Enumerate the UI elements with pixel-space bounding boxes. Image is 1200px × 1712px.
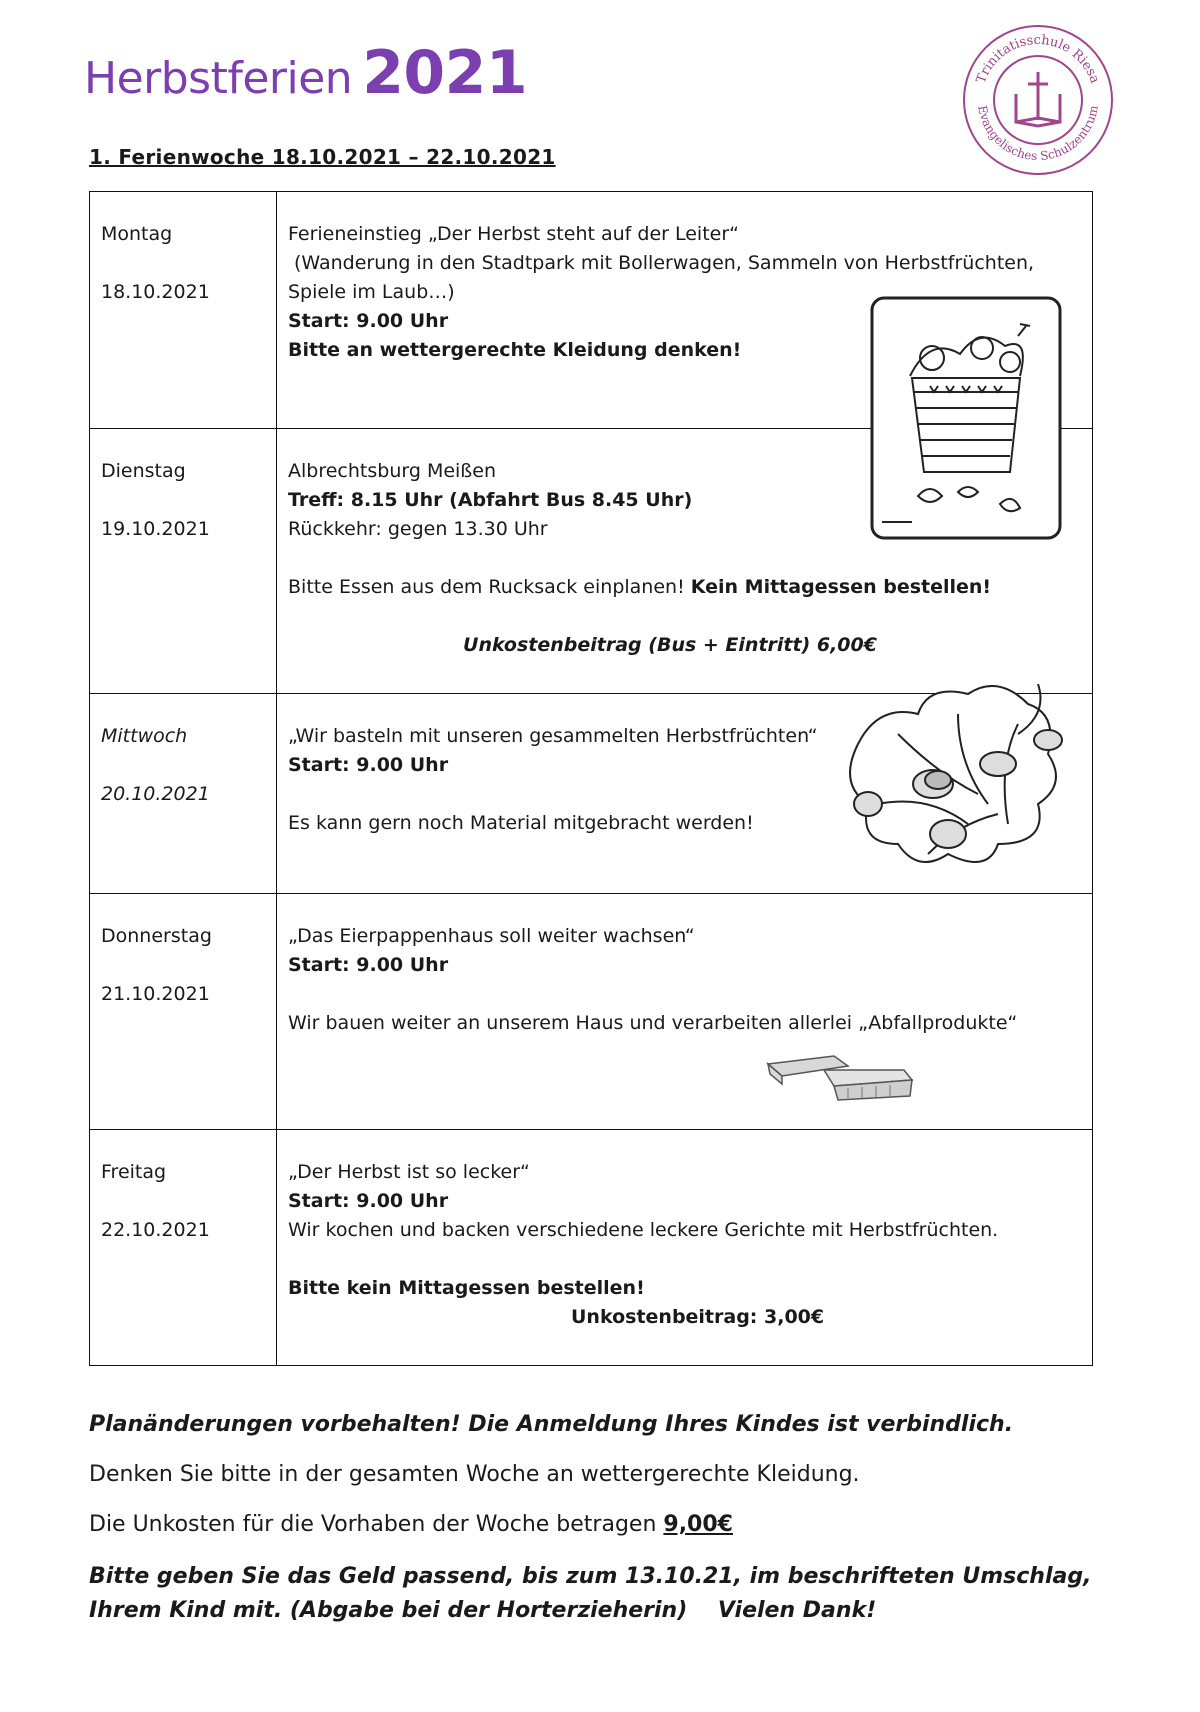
- basket-icon: [870, 296, 1062, 542]
- page-title: [84, 38, 527, 108]
- activity-meet: Treff: 8.15 Uhr (Abfahrt Bus 8.45 Uhr): [288, 489, 693, 511]
- table-row: [90, 1130, 1093, 1366]
- footer-cost-amount: 9,00€: [663, 1512, 733, 1537]
- activity-note: Bitte an wettergerechte Kleidung denken!: [288, 339, 742, 361]
- day-cell: [90, 192, 277, 429]
- activity-note: Wir bauen weiter an unserem Haus und verarbeiten allerlei „Abfallprodukte“: [288, 1012, 1018, 1034]
- egg-carton-icon: [764, 1050, 914, 1102]
- activity-text: Wir kochen und backen verschiedene leckere Gerichte mit Herbstfrüchten.: [288, 1219, 999, 1241]
- day-date: 18.10.2021: [101, 281, 210, 303]
- activity-text: Spiele im Laub…): [288, 281, 455, 303]
- note-bold: Kein Mittagessen bestellen!: [690, 576, 992, 598]
- title-word: Herbstferien: [84, 53, 353, 104]
- activity-note: [288, 573, 1092, 602]
- day-name: Mittwoch: [101, 725, 188, 747]
- footer-line-2: Denken Sie bitte in der gesamten Woche an wettergerechte Kleidung.: [89, 1462, 860, 1487]
- activity-title: Albrechtsburg Meißen: [288, 460, 496, 482]
- day-name: Freitag: [101, 1161, 167, 1183]
- day-name: Donnerstag: [101, 925, 212, 947]
- activity-return: Rückkehr: gegen 13.30 Uhr: [288, 518, 548, 540]
- activity-cost: Unkostenbeitrag (Bus + Eintritt) 6,00€: [463, 634, 877, 656]
- footer-line-4: Bitte geben Sie das Geld passend, bis zum 13.10.21, im beschrifteten Umschlag,: [89, 1564, 1092, 1589]
- title-year: 2021: [362, 38, 528, 108]
- day-cell: [90, 694, 277, 894]
- activity-start: Start: 9.00 Uhr: [288, 954, 449, 976]
- day-cell: [90, 429, 277, 694]
- activity-cell: [277, 894, 1093, 1130]
- activity-start: Start: 9.00 Uhr: [288, 310, 449, 332]
- day-date: 21.10.2021: [101, 983, 210, 1005]
- note-plain: Bitte Essen aus dem Rucksack einplanen!: [288, 576, 685, 598]
- activity-title: Ferieneinstieg „Der Herbst steht auf der Leiter“: [288, 223, 739, 245]
- table-row: [90, 894, 1093, 1130]
- school-stamp-icon: [960, 22, 1116, 178]
- day-cell: [90, 1130, 277, 1366]
- activity-title: „Das Eierpappenhaus soll weiter wachsen“: [288, 925, 695, 947]
- stamp-text-top: Trinitatisschule Riesa: [973, 32, 1103, 86]
- activity-note: Bitte kein Mittagessen bestellen!: [288, 1277, 645, 1299]
- oak-leaves-icon: [838, 684, 1088, 889]
- day-name: Montag: [101, 223, 173, 245]
- activity-note: Es kann gern noch Material mitgebracht werden!: [288, 812, 754, 834]
- activity-cell: [277, 1130, 1093, 1366]
- day-date: 20.10.2021: [101, 783, 210, 805]
- activity-cost: Unkostenbeitrag: 3,00€: [571, 1306, 825, 1328]
- activity-title: „Der Herbst ist so lecker“: [288, 1161, 530, 1183]
- day-date: 22.10.2021: [101, 1219, 210, 1241]
- week-heading: 1. Ferienwoche 18.10.2021 – 22.10.2021: [89, 145, 556, 169]
- footer-line-3: [89, 1512, 733, 1537]
- footer-line-1: Planänderungen vorbehalten! Die Anmeldung Ihres Kindes ist verbindlich.: [89, 1412, 1014, 1437]
- footer-cost-text: Die Unkosten für die Vorhaben der Woche betragen: [89, 1512, 657, 1537]
- activity-start: Start: 9.00 Uhr: [288, 1190, 449, 1212]
- day-name: Dienstag: [101, 460, 186, 482]
- activity-text: (Wanderung in den Stadtpark mit Bollerwagen, Sammeln von Herbstfrüchten,: [294, 252, 1035, 274]
- activity-start: Start: 9.00 Uhr: [288, 754, 449, 776]
- day-cell: [90, 894, 277, 1130]
- stamp-text-bottom: Evangelisches Schulzentrum: [975, 104, 1101, 164]
- day-date: 19.10.2021: [101, 518, 210, 540]
- activity-title: „Wir basteln mit unseren gesammelten Herbstfrüchten“: [288, 725, 818, 747]
- footer-line-5: Ihrem Kind mit. (Abgabe bei der Horterzieherin) Vielen Dank!: [89, 1598, 877, 1623]
